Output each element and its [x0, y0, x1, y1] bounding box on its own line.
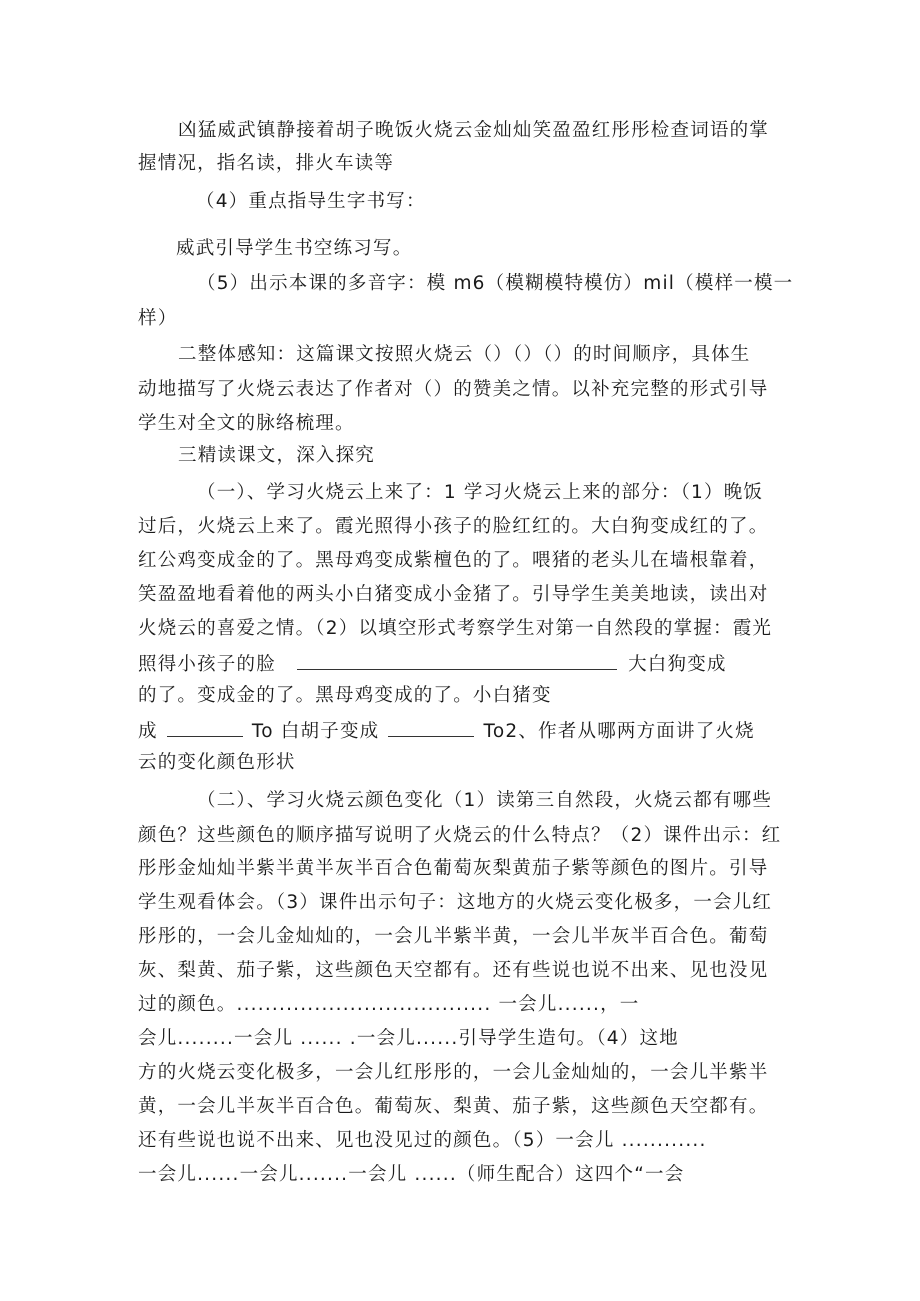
answer-blank	[297, 651, 617, 670]
fill-blank-line	[138, 718, 755, 744]
section-heading: 三精读课文，深入探究	[178, 445, 376, 466]
text-line: （5）出示本课的多音字：模 m6（模糊模特模仿）mil（模样一模一	[197, 273, 794, 294]
text-line: （一）、学习火烧云上来了：1 学习火烧云上来的部分：（1）晚饭	[197, 482, 764, 503]
text-segment: 照得小孩子的脸	[138, 654, 276, 675]
text-line: 一会儿......一会儿.......一会儿 ......（师生配合）这四个“一会	[138, 1164, 685, 1185]
text-line: 威武引导学生书空练习写。	[176, 238, 413, 259]
text-line: （4）重点指导生字书写：	[196, 191, 426, 212]
text-line: 方的火烧云变化极多，一会儿红彤彤的，一会儿金灿灿的，一会儿半紫半	[138, 1062, 769, 1083]
text-line: 动地描写了火烧云表达了作者对（）的赞美之情。以补充完整的形式引导	[138, 379, 769, 400]
text-line: 黄，一会儿半灰半百合色。葡萄灰、梨黄、茄子紫，这些颜色天空都有。	[138, 1096, 769, 1117]
text-line: 彤彤的，一会儿金灿灿的，一会儿半紫半黄，一会儿半灰半百合色。葡萄	[138, 926, 769, 947]
text-line: 红公鸡变成金的了。黑母鸡变成紫檀色的了。喂猪的老头儿在墙根靠着，	[138, 550, 769, 571]
text-line: 过后，火烧云上来了。霞光照得小孩子的脸红红的。大白狗变成红的了。	[138, 516, 769, 537]
text-segment: To2、作者从哪两方面讲了火烧	[483, 721, 755, 742]
text-line: 握情况，指名读，排火车读等	[138, 153, 395, 174]
text-line: （二）、学习火烧云颜色变化（1）读第三自然段，火烧云都有哪些	[197, 790, 773, 811]
answer-blank	[388, 718, 474, 737]
text-line: 样）	[138, 308, 178, 329]
text-line: 云的变化颜色形状	[138, 752, 296, 773]
text-line: 学生对全文的脉络梳理。	[138, 413, 355, 434]
answer-blank	[167, 718, 243, 737]
text-line: 还有些说也说不出来、见也没见过的颜色。（5）一会儿 ............	[138, 1130, 707, 1151]
text-segment: 大白狗变成	[628, 654, 727, 675]
text-line: 学生观看体会。（3）课件出示句子：这地方的火烧云变化极多，一会儿红	[138, 892, 773, 913]
text-line: 凶猛威武镇静接着胡子晚饭火烧云金灿灿笑盈盈红彤彤检查词语的掌	[178, 120, 770, 141]
text-line: 二整体感知：这篇课文按照火烧云（）（）（）的时间顺序，具体生	[178, 344, 751, 365]
text-line: 会儿........一会儿 ...... .一会儿......引导学生造句。（4）这地	[138, 1028, 679, 1049]
text-line: 笑盈盈地看着他的两头小白猪变成小金猪了。引导学生美美地读，读出对	[138, 584, 769, 605]
text-line: 颜色？这些颜色的顺序描写说明了火烧云的什么特点？（2）课件出示：红	[138, 825, 782, 846]
text-line: 火烧云的喜爱之情。（2）以填空形式考察学生对第一自然段的掌握：霞光	[138, 618, 773, 639]
text-line: 彤彤金灿灿半紫半黄半灰半百合色葡萄灰梨黄茄子紫等颜色的图片。引导	[138, 858, 769, 879]
text-line: 的了。变成金的了。黑母鸡变成的了。小白猪变	[138, 685, 552, 706]
text-line: 过的颜色。.................................... 一会儿......，一	[138, 994, 640, 1015]
text-line: 灰、梨黄、茄子紫，这些颜色天空都有。还有些说也说不出来、见也没见	[138, 960, 769, 981]
text-segment: To 白胡子变成	[251, 721, 380, 742]
fill-blank-line	[138, 651, 727, 677]
text-segment: 成	[138, 721, 158, 742]
